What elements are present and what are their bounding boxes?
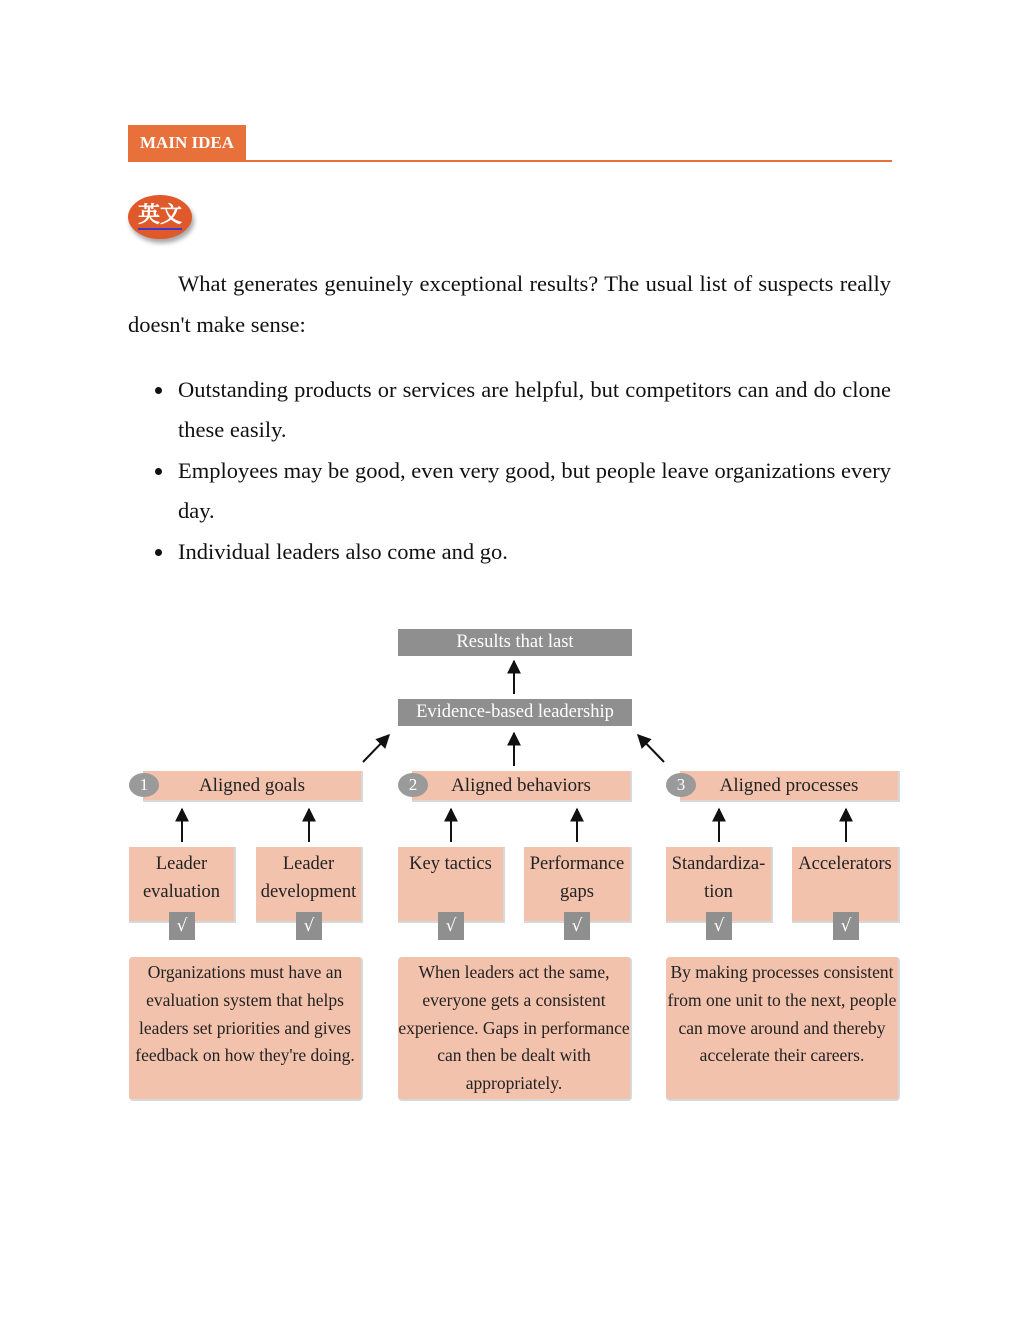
pillar-description-3: By making processes consistent from one unit to the next, people can move around and thereby accelerate their careers. xyxy=(666,957,900,1101)
check-icon: √ xyxy=(833,912,859,940)
item-standardization: Standardiza-tion xyxy=(666,847,773,923)
main-idea-tag: MAIN IDEA xyxy=(128,125,246,160)
pillar-description-1: Organizations must have an evaluation system that helps leaders set priorities and gives feedback on how they're doing. xyxy=(129,957,363,1101)
check-icon: √ xyxy=(706,912,732,940)
arrow-left-diag xyxy=(363,735,389,762)
pillar-number-3: 3 xyxy=(666,773,696,797)
check-icon: √ xyxy=(564,912,590,940)
item-accelerators: Accelerators xyxy=(792,847,900,923)
pillar-title-1: Aligned goals xyxy=(143,771,363,802)
list-item: Outstanding products or services are helpful, but competitors can and do clone these easily. xyxy=(128,370,891,450)
pillar-title-2: Aligned behaviors xyxy=(412,771,632,802)
results-box: Results that last xyxy=(398,629,632,656)
pillar-description-2: When leaders act the same, everyone gets a consistent experience. Gaps in performance can then be dealt with appropriately. xyxy=(398,957,632,1101)
list-item: Individual leaders also come and go. xyxy=(128,532,891,572)
arrow-right-diag xyxy=(638,735,664,762)
list-item: Employees may be good, even very good, but people leave organizations every day. xyxy=(128,451,891,531)
item-leader-development: Leader development xyxy=(256,847,363,923)
check-icon: √ xyxy=(296,912,322,940)
item-performance-gaps: Performance gaps xyxy=(524,847,632,923)
pillar-number-1: 1 xyxy=(129,773,159,797)
check-icon: √ xyxy=(169,912,195,940)
item-leader-evaluation: Leader evaluation xyxy=(129,847,236,923)
check-icon: √ xyxy=(438,912,464,940)
intro-paragraph: What generates genuinely exceptional results? The usual list of suspects really doesn't make sense: xyxy=(128,271,891,337)
leadership-box: Evidence-based leadership xyxy=(398,699,632,726)
item-key-tactics: Key tactics xyxy=(398,847,505,923)
pillar-title-3: Aligned processes xyxy=(680,771,900,802)
pillar-number-2: 2 xyxy=(398,773,428,797)
language-badge-label: 英文 xyxy=(137,203,182,228)
